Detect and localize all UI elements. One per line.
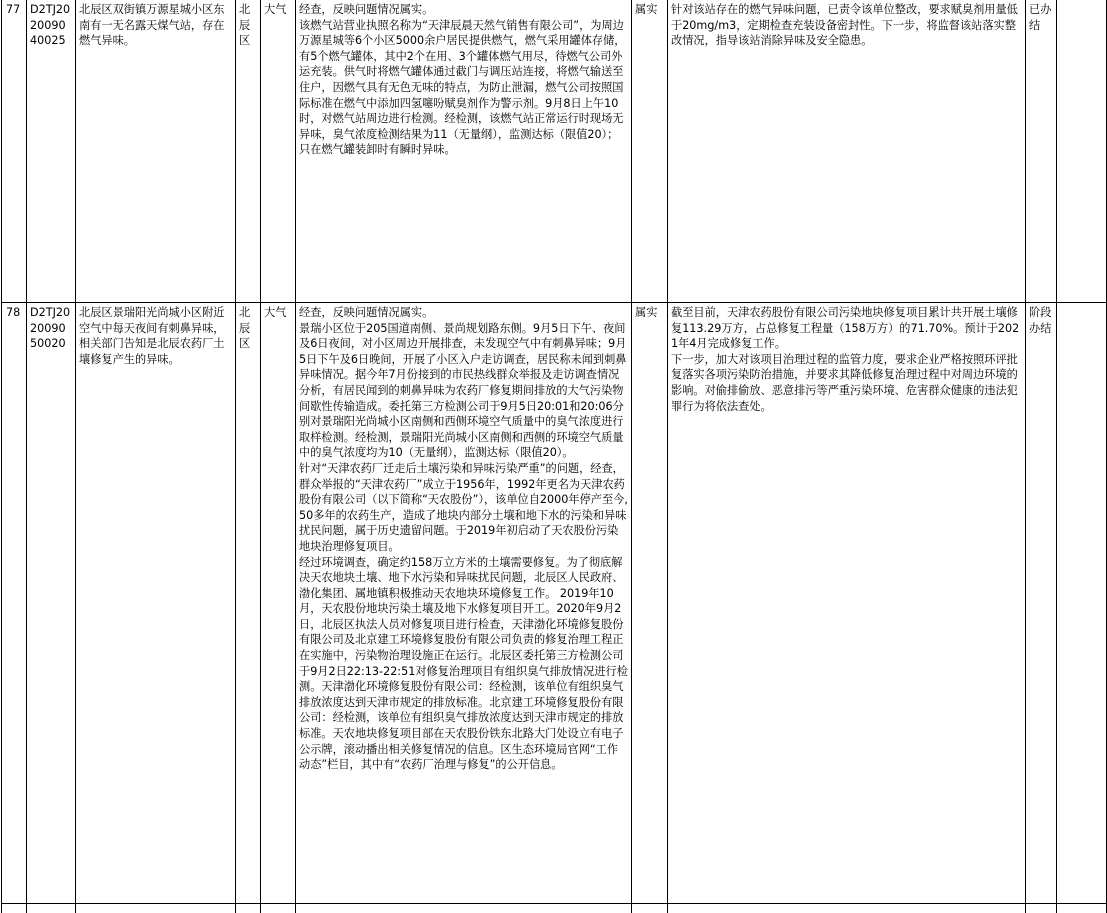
action-taken: 针对该站存在的燃气异味问题，已责令该单位整改，要求赋臭剂用量低于20mg/m3，定期检查充装设备密封性。下一步，将监督该站落实整改情况，指导该站消除异味及安全隐患。 bbox=[668, 0, 1026, 303]
pollution-type: 大气 bbox=[261, 303, 296, 904]
status-cell: 阶段办结 bbox=[1026, 303, 1057, 904]
cut-off-cell bbox=[296, 904, 632, 913]
action-taken bbox=[668, 303, 1026, 904]
findings-paragraph: 景瑞小区位于205国道南侧、景尚规划路东侧。9月5日下午、夜间及6日夜间，对小区周边开展排查，未发现空气中有刺鼻异味；9月5日下午及6日晚间，开展了小区入户走访调查，居民称未闻到刺鼻异味情况。据今年7月份接到的市民热线群众举报及走访调查情况分析，有居民闻到的刺鼻异味为农药厂修复期间排放的大气污染物间歇性传输造成。委托第三方检测公司于9月5日20:01和20:06分别对景瑞阳光尚城小区南侧和西侧环境空气质量中的臭气浓度进行取样检测。经检测，景瑞阳光尚城小区南侧和西侧的环境空气质量中的臭气浓度均为10（无量纲），监测达标（限值20）。 bbox=[299, 321, 628, 461]
cut-off-cell bbox=[1026, 904, 1057, 913]
cut-off-cell bbox=[76, 904, 236, 913]
action-paragraph: 截至目前，天津农药股份有限公司污染地块修复项目累计共开展土壤修复113.29万方，占总修复工程量（158万方）的71.70%。预计于2021年4月完成修复工作。 bbox=[671, 305, 1022, 352]
cut-off-cell bbox=[632, 904, 668, 913]
findings-paragraph: 经过环境调查，确定约158万立方米的土壤需要修复。为了彻底解决天农地块土壤、地下水污染和异味扰民问题，北辰区人民政府、渤化集团、属地镇积极推动天农地块环境修复工作。 2019年10月，天农股份地块污染土壤及地下水修复项目开工。2020年9月2日，北辰区执法人员对修复项目进行检查，天津渤化环境修复股份有限公司及北京建工环境修复股份有限公司负责的修复治理工程正在实施中，污染物治理设施正在运行。北辰区委托第三方检测公司于9月2日22:13-22:51对修复治理项目有组织臭气排放情况进行检测。天津渤化环境修复股份有限公司：经检测，该单位有组织臭气排放浓度达到天津市规定的排放标准。北京建工环境修复股份有限公司：经检测，该单位有组织臭气排放浓度达到天津市规定的排放标准。天农地块修复项目部在天农股份铁东北路大门处设立有电子公示牌，滚动播出相关修复情况的信息。区生态环境局官网“工作动态”栏目，其中有“农药厂治理与修复”的公开信息。 bbox=[299, 555, 628, 773]
empty-cell bbox=[1057, 0, 1107, 303]
pollution-type: 大气 bbox=[261, 0, 296, 303]
verdict-cell: 属实 bbox=[632, 303, 668, 904]
complaint-table bbox=[1, 0, 1107, 913]
investigation-findings bbox=[296, 303, 632, 904]
cut-off-cell bbox=[236, 904, 261, 913]
cut-off-cell bbox=[1057, 904, 1107, 913]
case-code: D2TJ202009050020 bbox=[27, 303, 76, 904]
findings-paragraph: 经查，反映问题情况属实。 bbox=[299, 2, 628, 18]
case-code: D2TJ202009040025 bbox=[27, 0, 76, 303]
cut-off-cell bbox=[668, 904, 1026, 913]
findings-paragraph: 经查，反映问题情况属实。 bbox=[299, 305, 628, 321]
district-cell: 北辰区 bbox=[236, 303, 261, 904]
status-cell: 已办结 bbox=[1026, 0, 1057, 303]
cut-off-cell bbox=[261, 904, 296, 913]
findings-paragraph: 针对“天津农药厂迁走后土壤污染和异味污染严重”的问题，经查，群众举报的“天津农药厂”成立于1956年，1992年更名为天津农药股份有限公司（以下简称“天农股份”），该单位自2000年停产至今,50多年的农药生产，造成了地块内部分土壤和地下水的污染和异味扰民问题，属于历史遗留问题。于2019年初启动了天农股份污染地块治理修复项目。 bbox=[299, 461, 628, 555]
table-row-cut-off bbox=[2, 904, 1107, 913]
complaint-description: 北辰区景瑞阳光尚城小区附近空气中每天夜间有刺鼻异味，相关部门告知是北辰农药厂土壤修复产生的异味。 bbox=[76, 303, 236, 904]
cut-off-cell bbox=[2, 904, 27, 913]
row-number: 77 bbox=[2, 0, 27, 303]
table-row bbox=[2, 303, 1107, 904]
findings-paragraph: 该燃气站营业执照名称为“天津辰晨天然气销售有限公司”，为周边万源星城等6个小区5000余户居民提供燃气，燃气采用罐体存储，有5个燃气罐体，其中2个在用、3个罐体燃气用尽，待燃气公司外运充装。供气时将燃气罐体通过截门与调压站连接，将燃气输送至住户，因燃气具有无色无味的特点，为防止泄漏，燃气公司按照国际标准在燃气中添加四氢噻吩赋臭剂作为警示剂。9月8日上午10时，对燃气站周边进行检测。经检测，该燃气站正常运行时现场无异味，臭气浓度检测结果为11（无量纲），监测达标（限值20）；只在燃气罐装卸时有瞬时异味。 bbox=[299, 18, 628, 158]
verdict-cell: 属实 bbox=[632, 0, 668, 303]
row-number: 78 bbox=[2, 303, 27, 904]
table-row bbox=[2, 0, 1107, 303]
investigation-findings bbox=[296, 0, 632, 303]
empty-cell bbox=[1057, 303, 1107, 904]
complaint-description: 北辰区双街镇万源星城小区东南有一无名露天煤气站，存在燃气异味。 bbox=[76, 0, 236, 303]
district-cell: 北辰区 bbox=[236, 0, 261, 303]
action-paragraph: 下一步，加大对该项目治理过程的监管力度，要求企业严格按照环评批复落实各项污染防治措施，并要求其降低修复治理过程中对周边环境的影响。对偷排偷放、恶意排污等严重污染环境、危害群众健康的违法犯罪行为将依法查处。 bbox=[671, 352, 1022, 414]
cut-off-cell bbox=[27, 904, 76, 913]
